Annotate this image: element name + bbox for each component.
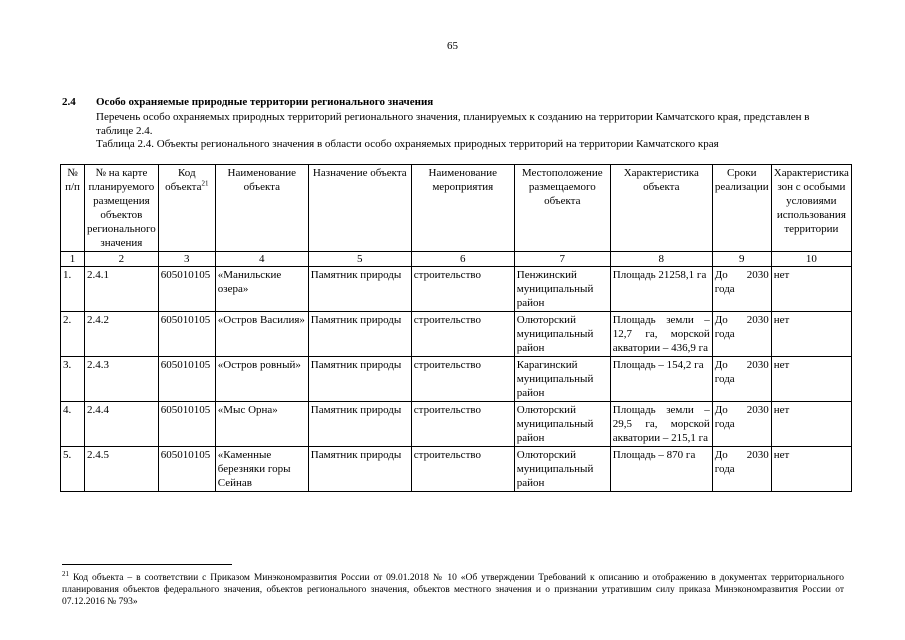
column-number: 9 — [712, 252, 771, 267]
cell-zones: нет — [771, 402, 851, 447]
section-title: Особо охраняемые природные территории регионального значения — [96, 96, 434, 108]
footnote-ref: 21 — [201, 179, 209, 188]
cell-location: Карагинский муниципальный район — [514, 357, 610, 402]
col-header: № п/п — [61, 165, 85, 252]
cell-number: 2. — [61, 312, 85, 357]
cell-feature: Площадь 21258,1 га — [610, 267, 712, 312]
table-row — [61, 402, 852, 447]
cell-code: 605010105 — [158, 312, 215, 357]
column-number: 5 — [308, 252, 411, 267]
section-heading — [62, 96, 433, 108]
column-number: 4 — [215, 252, 308, 267]
cell-action: строительство — [411, 447, 514, 492]
col-header: Характеристика зон с особыми условиями использования территории — [771, 165, 851, 252]
column-number: 3 — [158, 252, 215, 267]
cell-map: 2.4.1 — [85, 267, 159, 312]
cell-map: 2.4.4 — [85, 402, 159, 447]
cell-action: строительство — [411, 357, 514, 402]
column-number: 6 — [411, 252, 514, 267]
cell-term: До 2030 года — [712, 357, 771, 402]
cell-code: 605010105 — [158, 357, 215, 402]
cell-zones: нет — [771, 267, 851, 312]
col-header-text: Код объекта — [165, 167, 202, 193]
col-header: Наименование мероприятия — [411, 165, 514, 252]
cell-name: «Остров Василия» — [215, 312, 308, 357]
section-number: 2.4 — [62, 96, 76, 108]
column-number: 2 — [85, 252, 159, 267]
header-row — [61, 165, 852, 252]
cell-feature: Площадь земли – 12,7 га, морской акватории – 436,9 га — [610, 312, 712, 357]
column-number: 10 — [771, 252, 851, 267]
page-number: 65 — [447, 40, 458, 52]
cell-purpose: Памятник природы — [308, 357, 411, 402]
column-number: 8 — [610, 252, 712, 267]
table-row — [61, 357, 852, 402]
cell-term: До 2030 года — [712, 447, 771, 492]
cell-term: До 2030 года — [712, 267, 771, 312]
cell-number: 4. — [61, 402, 85, 447]
col-header: Сроки реализации — [712, 165, 771, 252]
cell-location: Олюторский муниципальный район — [514, 447, 610, 492]
cell-name: «Каменные березняки горы Сейнав — [215, 447, 308, 492]
cell-code: 605010105 — [158, 447, 215, 492]
footnote-mark: 21 — [62, 569, 69, 578]
cell-term: До 2030 года — [712, 312, 771, 357]
cell-map: 2.4.5 — [85, 447, 159, 492]
cell-name: «Остров ровный» — [215, 357, 308, 402]
cell-location: Пенжинский муниципальный район — [514, 267, 610, 312]
cell-purpose: Памятник природы — [308, 402, 411, 447]
intro-paragraph — [62, 110, 844, 138]
cell-number: 3. — [61, 357, 85, 402]
col-header: Назначение объекта — [308, 165, 411, 252]
cell-action: строительство — [411, 312, 514, 357]
cell-feature: Площадь земли – 29,5 га, морской акватории – 215,1 га — [610, 402, 712, 447]
cell-code: 605010105 — [158, 267, 215, 312]
cell-zones: нет — [771, 312, 851, 357]
cell-purpose: Памятник природы — [308, 312, 411, 357]
table-row — [61, 447, 852, 492]
col-header: № на карте планируемого размещения объектов регионального значения — [85, 165, 159, 252]
col-header: Характеристика объекта — [610, 165, 712, 252]
cell-term: До 2030 года — [712, 402, 771, 447]
footnote-separator — [62, 564, 232, 565]
cell-purpose: Памятник природы — [308, 447, 411, 492]
table-row — [61, 312, 852, 357]
cell-map: 2.4.2 — [85, 312, 159, 357]
cell-zones: нет — [771, 357, 851, 402]
cell-feature: Площадь – 870 га — [610, 447, 712, 492]
footnote — [62, 569, 845, 608]
footnote-text: Код объекта – в соответствии с Приказом Минэкономразвития России от 09.01.2018 № 10 «Об утверждении Требований к описанию и отображению в документах территориального планирования объектов федерального значения, объектов регионального значения, объектов местного значения и о признании утратившим силу приказа Минэкономразвития России от 07.12.2016 № 793» — [62, 573, 845, 607]
cell-map: 2.4.3 — [85, 357, 159, 402]
cell-feature: Площадь – 154,2 га — [610, 357, 712, 402]
col-header — [158, 165, 215, 252]
cell-location: Олюторский муниципальный район — [514, 402, 610, 447]
cell-purpose: Памятник природы — [308, 267, 411, 312]
cell-name: «Мыс Орна» — [215, 402, 308, 447]
column-number: 1 — [61, 252, 85, 267]
cell-action: строительство — [411, 402, 514, 447]
cell-number: 5. — [61, 447, 85, 492]
cell-location: Олюторский муниципальный район — [514, 312, 610, 357]
ooopt-table — [60, 164, 852, 492]
column-number: 7 — [514, 252, 610, 267]
cell-code: 605010105 — [158, 402, 215, 447]
cell-action: строительство — [411, 267, 514, 312]
table-caption: Таблица 2.4. Объекты регионального значения в области особо охраняемых природных территорий на территории Камчатского края — [96, 138, 719, 150]
col-header: Наименование объекта — [215, 165, 308, 252]
col-header: Местоположение размещаемого объекта — [514, 165, 610, 252]
cell-name: «Манильские озера» — [215, 267, 308, 312]
cell-number: 1. — [61, 267, 85, 312]
intro-text: Перечень особо охраняемых природных территорий регионального значения, планируемых к созданию на территории Камчатского края, представлен в таблице 2.4. — [96, 111, 810, 137]
column-number-row — [61, 252, 852, 267]
cell-zones: нет — [771, 447, 851, 492]
table-row — [61, 267, 852, 312]
